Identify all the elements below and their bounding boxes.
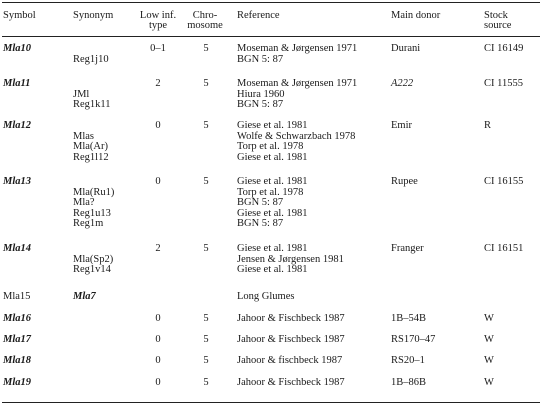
header-main-donor: Main donor [391,10,441,21]
chromosome-cell: 5 [203,43,209,54]
symbol-cell: Mla12 [3,120,32,131]
symbol-cell: Mla14 [3,243,32,254]
main-donor-cell: 1B–54B [391,313,427,324]
top-rule [2,2,540,3]
header-chromosome-line1: Chro- [192,10,218,21]
reference-line: BGN 5: 87 [237,218,284,230]
table-header [0,4,542,40]
stock-source-cell: CI 16149 [484,43,524,54]
main-donor-cell: Franger [391,243,424,254]
chromosome-cell: 5 [203,313,209,324]
bottom-rule [2,402,540,403]
reference-line: Giese et al. 1981 [237,207,308,219]
synonym-line [73,244,113,255]
chromosome-cell: 5 [203,176,209,187]
reference-line: Giese et al. 1981 [237,176,308,187]
reference-cell [237,356,342,367]
synonym-line [73,121,109,132]
reference-cell [237,244,344,276]
main-donor-cell: Durani [391,43,421,54]
synonym-line: Mla(Sp2) [73,253,114,265]
header-stock-line1: Stock [484,10,508,21]
low-inf-type-cell: 0 [155,176,161,187]
reference-line: Jensen & Jørgensen 1981 [237,253,344,265]
reference-line: Moseman & Jørgensen 1971 [237,78,358,89]
symbol-cell: Mla19 [3,377,32,388]
chromosome-cell: 5 [203,377,209,388]
synonym-line [73,378,76,389]
chromosome-cell: 5 [203,78,209,89]
chromosome-cell: 5 [203,355,209,366]
synonym-line: Mla(Ar) [73,141,108,153]
reference-cell [237,121,355,163]
header-chromosome-line2: mosome [187,20,223,31]
header-stock-source [484,11,511,31]
stock-source-cell: W [484,355,494,366]
low-inf-type-cell: 2 [155,78,161,89]
header-reference: Reference [237,10,280,21]
synonym-line: Reg1l12 [73,151,109,163]
reference-line: Wolfe & Schwarzbach 1978 [237,130,356,142]
synonym-line: Mla? [73,197,95,209]
main-donor-cell: Emir [391,120,412,131]
synonym-cell [73,44,109,65]
synonym-line [73,79,111,90]
synonym-line [73,314,76,325]
synonym-line: Reg1v14 [73,264,111,276]
stock-source-cell: CI 16155 [484,176,524,187]
chromosome-cell: 5 [203,120,209,131]
synonym-cell [73,356,76,367]
synonym-cell [73,79,111,111]
synonym-line: Mla7 [73,291,96,302]
chromosome-cell: 5 [203,243,209,254]
main-donor-cell: RS20–1 [391,355,425,366]
reference-line: BGN 5: 87 [237,99,284,111]
reference-line: Jahoor & Fischbeck 1987 [237,313,345,324]
stock-source-cell: W [484,377,494,388]
reference-line: Giese et al. 1981 [237,120,308,131]
symbol-cell: Mla11 [3,78,31,89]
symbol-cell: Mla16 [3,313,32,324]
reference-line: Torp et al. 1978 [237,186,304,198]
synonym-line: Reg1u13 [73,207,111,219]
reference-line: BGN 5: 87 [237,53,284,65]
synonym-line: Mlas [73,130,94,142]
synonym-cell [73,121,109,163]
reference-line: Jahoor & Fischbeck 1987 [237,334,345,345]
synonym-line: Reg1j10 [73,53,109,65]
synonym-cell [73,335,76,346]
stock-source-cell: CI 11555 [484,78,523,89]
low-inf-type-cell: 0–1 [150,43,166,54]
symbol-cell: Mla18 [3,355,32,366]
reference-line: Giese et al. 1981 [237,243,308,254]
header-symbol: Symbol [3,10,36,21]
header-low-inf-line2: type [148,20,168,31]
synonym-line [73,177,114,188]
reference-cell [237,314,345,325]
reference-cell [237,378,345,389]
reference-line: Giese et al. 1981 [237,264,308,276]
header-synonym: Synonym [73,10,114,21]
symbol-cell: Mla17 [3,334,32,345]
synonym-cell [73,292,96,303]
main-donor-cell: Rupee [391,176,418,187]
synonym-line [73,356,76,367]
synonym-line: Mla(Ru1) [73,186,115,198]
synonym-line: JMl [73,88,90,100]
header-rule [2,36,540,37]
reference-cell [237,292,294,303]
stock-source-cell: W [484,313,494,324]
stock-source-cell: R [484,120,492,131]
reference-cell [237,177,308,230]
main-donor-cell: RS170–47 [391,334,436,345]
symbol-cell: Mla15 [3,291,31,302]
synonym-line [73,44,109,55]
reference-line: Torp et al. 1978 [237,141,304,153]
synonym-line: Reg1k11 [73,99,111,111]
header-stock-line2: source [484,20,512,31]
low-inf-type-cell: 0 [155,355,161,366]
reference-line: Long Glumes [237,291,295,302]
low-inf-type-cell: 0 [155,120,161,131]
synonym-line [73,335,76,346]
reference-cell [237,79,357,111]
reference-line: Giese et al. 1981 [237,151,308,163]
synonym-cell [73,378,76,389]
symbol-cell: Mla13 [3,176,32,187]
header-chromosome [180,11,230,31]
reference-cell [237,335,345,346]
header-low-inf-line1: Low inf. [139,10,177,21]
header-low-inf [130,11,186,31]
symbol-cell: Mla10 [3,43,32,54]
reference-line: Jahoor & fischbeck 1987 [237,355,343,366]
main-donor-cell: 1B–86B [391,377,427,388]
low-inf-type-cell: 0 [155,313,161,324]
low-inf-type-cell: 2 [155,243,161,254]
chromosome-cell: 5 [203,334,209,345]
synonym-cell [73,177,114,230]
synonym-line: Reg1m [73,218,104,230]
reference-line: Jahoor & Fischbeck 1987 [237,377,345,388]
low-inf-type-cell: 0 [155,334,161,345]
low-inf-type-cell: 0 [155,377,161,388]
reference-line: Hiura 1960 [237,88,285,100]
main-donor-cell: A222 [391,78,414,89]
stock-source-cell: W [484,334,494,345]
stock-source-cell: CI 16151 [484,243,524,254]
reference-cell [237,44,357,65]
synonym-cell [73,244,113,276]
reference-line: Moseman & Jørgensen 1971 [237,43,358,54]
synonym-cell [73,314,76,325]
reference-line: BGN 5: 87 [237,197,284,209]
